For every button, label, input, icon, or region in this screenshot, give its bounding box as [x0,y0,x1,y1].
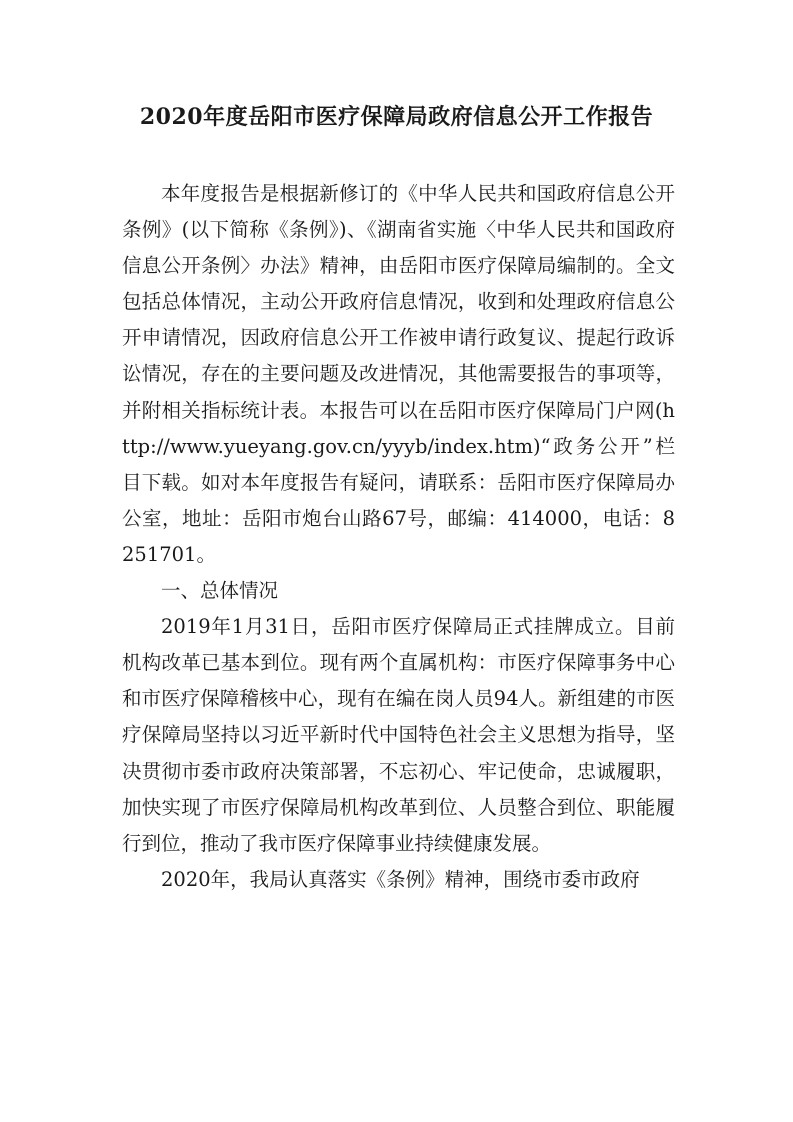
intro-paragraph: 本年度报告是根据新修订的《中华人民共和国政府信息公开条例》(以下简称《条例》)、《湖南省实施〈中华人民共和国政府信息公开条例〉办法》精神，由岳阳市医疗保障局编制的。全文包括总体情况，主动公开政府信息情况，收到和处理政府信息公开申请情况，因政府信息公开工作被申请行政复议、提起行政诉讼情况，存在的主要问题及改进情况，其他需要报告的事项等，并附相关指标统计表。本报告可以在岳阳市医疗保障局门户网(http://www.yueyang.gov.cn/yyyb/index.htm)“政务公开”栏目下载。如对本年度报告有疑问，请联系：岳阳市医疗保障局办公室，地址：岳阳市炮台山路67号，邮编：414000，电话：8251701。 [122,182,675,566]
overview-paragraph-2: 2020年，我局认真落实《条例》精神，围绕市委市政府 [161,867,640,891]
section-heading-overview: 一、总体情况 [161,579,279,603]
document-body [122,176,675,898]
document-title: 2020年度岳阳市医疗保障局政府信息公开工作报告 [139,104,654,130]
overview-paragraph-1: 2019年1月31日，岳阳市医疗保障局正式挂牌成立。目前机构改革已基本到位。现有两个直属机构：市医疗保障事务中心和市医疗保障稽核中心，现有在编在岗人员94人。新组建的市医疗保障局坚持以习近平新时代中国特色社会主义思想为指导，坚决贯彻市委市政府决策部署，不忘初心、牢记使命，忠诚履职，加快实现了市医疗保障局机构改革到位、人员整合到位、职能履行到位，推动了我市医疗保障事业持续健康发展。 [122,615,675,855]
